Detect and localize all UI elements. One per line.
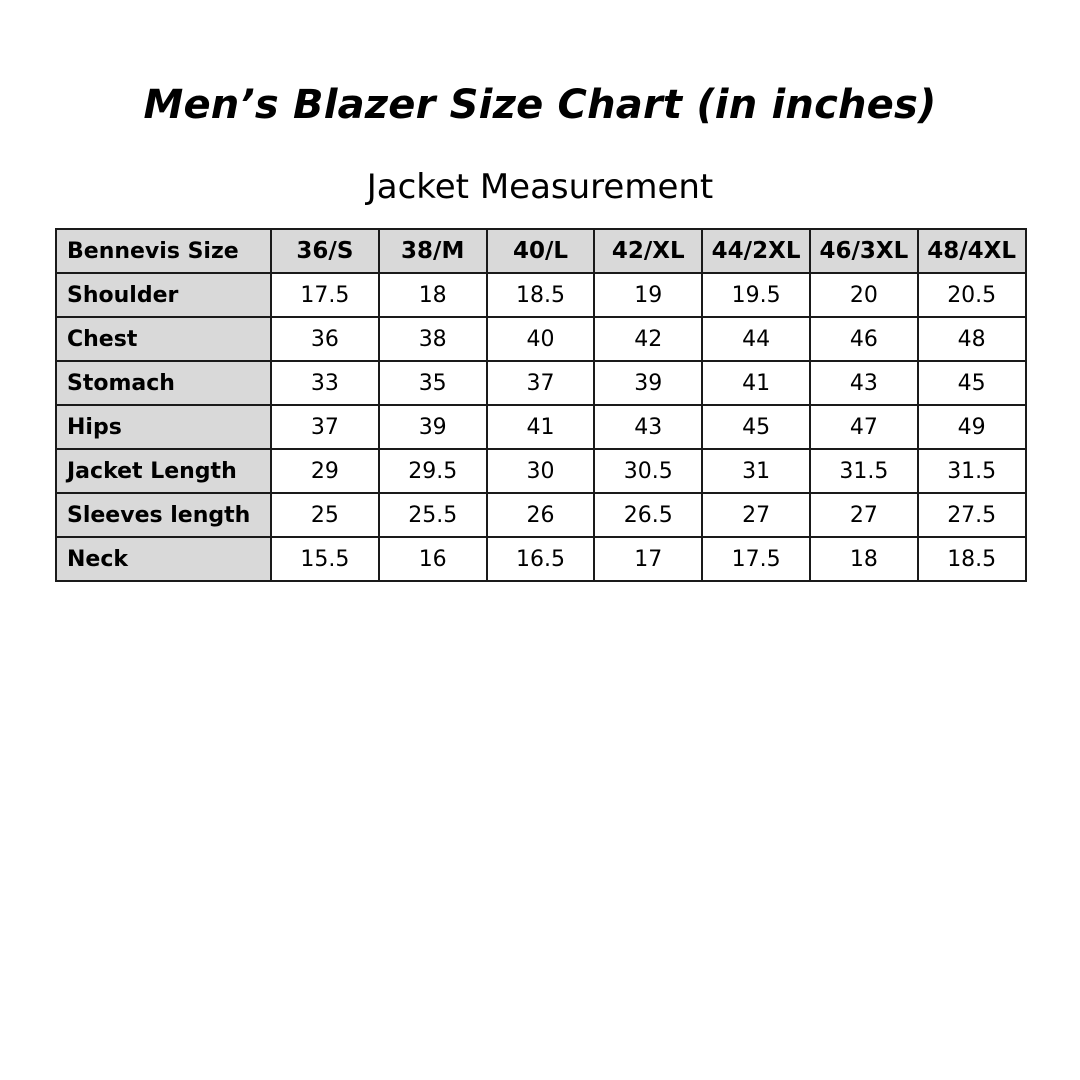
cell-hips-36s: 37 (271, 405, 379, 449)
cell-hips-40l: 41 (487, 405, 595, 449)
cell-chest-36s: 36 (271, 317, 379, 361)
cell-sleeves-length-38m: 25.5 (379, 493, 487, 537)
cell-jacket-length-38m: 29.5 (379, 449, 487, 493)
cell-chest-44-2xl: 44 (702, 317, 810, 361)
row-header-jacket-length: Jacket Length (56, 449, 271, 493)
table-body (56, 273, 1026, 581)
column-header-size-4: 44/2XL (702, 229, 810, 273)
table-header-row (56, 229, 1026, 273)
column-header-size-1: 38/M (379, 229, 487, 273)
cell-shoulder-44-2xl: 19.5 (702, 273, 810, 317)
cell-sleeves-length-42xl: 26.5 (594, 493, 702, 537)
cell-chest-40l: 40 (487, 317, 595, 361)
cell-sleeves-length-44-2xl: 27 (702, 493, 810, 537)
cell-jacket-length-46-3xl: 31.5 (810, 449, 918, 493)
cell-sleeves-length-40l: 26 (487, 493, 595, 537)
cell-stomach-46-3xl: 43 (810, 361, 918, 405)
table-header (56, 229, 1026, 273)
cell-neck-44-2xl: 17.5 (702, 537, 810, 581)
table-row (56, 317, 1026, 361)
cell-shoulder-38m: 18 (379, 273, 487, 317)
column-header-bennevis-size: Bennevis Size (56, 229, 271, 273)
table-row (56, 273, 1026, 317)
cell-stomach-40l: 37 (487, 361, 595, 405)
page-subtitle: Jacket Measurement (366, 167, 714, 207)
cell-neck-48-4xl: 18.5 (918, 537, 1026, 581)
cell-shoulder-40l: 18.5 (487, 273, 595, 317)
cell-neck-36s: 15.5 (271, 537, 379, 581)
size-chart-table (55, 228, 1027, 582)
cell-chest-48-4xl: 48 (918, 317, 1026, 361)
column-header-size-2: 40/L (487, 229, 595, 273)
cell-sleeves-length-36s: 25 (271, 493, 379, 537)
cell-neck-38m: 16 (379, 537, 487, 581)
cell-hips-42xl: 43 (594, 405, 702, 449)
cell-jacket-length-40l: 30 (487, 449, 595, 493)
row-header-shoulder: Shoulder (56, 273, 271, 317)
row-header-neck: Neck (56, 537, 271, 581)
row-header-hips: Hips (56, 405, 271, 449)
cell-shoulder-42xl: 19 (594, 273, 702, 317)
cell-chest-38m: 38 (379, 317, 487, 361)
row-header-sleeves-length: Sleeves length (56, 493, 271, 537)
cell-neck-46-3xl: 18 (810, 537, 918, 581)
row-header-chest: Chest (56, 317, 271, 361)
cell-jacket-length-44-2xl: 31 (702, 449, 810, 493)
cell-jacket-length-36s: 29 (271, 449, 379, 493)
column-header-size-5: 46/3XL (810, 229, 918, 273)
cell-hips-46-3xl: 47 (810, 405, 918, 449)
page-title: Men’s Blazer Size Chart (in inches) (143, 82, 937, 128)
table-row (56, 537, 1026, 581)
cell-stomach-36s: 33 (271, 361, 379, 405)
cell-shoulder-48-4xl: 20.5 (918, 273, 1026, 317)
table-row (56, 361, 1026, 405)
cell-jacket-length-48-4xl: 31.5 (918, 449, 1026, 493)
cell-chest-42xl: 42 (594, 317, 702, 361)
row-header-stomach: Stomach (56, 361, 271, 405)
table-row (56, 449, 1026, 493)
cell-neck-42xl: 17 (594, 537, 702, 581)
cell-hips-38m: 39 (379, 405, 487, 449)
cell-shoulder-46-3xl: 20 (810, 273, 918, 317)
column-header-size-0: 36/S (271, 229, 379, 273)
cell-hips-48-4xl: 49 (918, 405, 1026, 449)
cell-stomach-42xl: 39 (594, 361, 702, 405)
cell-stomach-38m: 35 (379, 361, 487, 405)
cell-stomach-44-2xl: 41 (702, 361, 810, 405)
column-header-size-6: 48/4XL (918, 229, 1026, 273)
cell-shoulder-36s: 17.5 (271, 273, 379, 317)
cell-sleeves-length-48-4xl: 27.5 (918, 493, 1026, 537)
cell-neck-40l: 16.5 (487, 537, 595, 581)
column-header-size-3: 42/XL (594, 229, 702, 273)
cell-sleeves-length-46-3xl: 27 (810, 493, 918, 537)
cell-jacket-length-42xl: 30.5 (594, 449, 702, 493)
cell-chest-46-3xl: 46 (810, 317, 918, 361)
size-chart-table-wrapper (55, 228, 1025, 582)
table-row (56, 405, 1026, 449)
cell-stomach-48-4xl: 45 (918, 361, 1026, 405)
cell-hips-44-2xl: 45 (702, 405, 810, 449)
table-row (56, 493, 1026, 537)
